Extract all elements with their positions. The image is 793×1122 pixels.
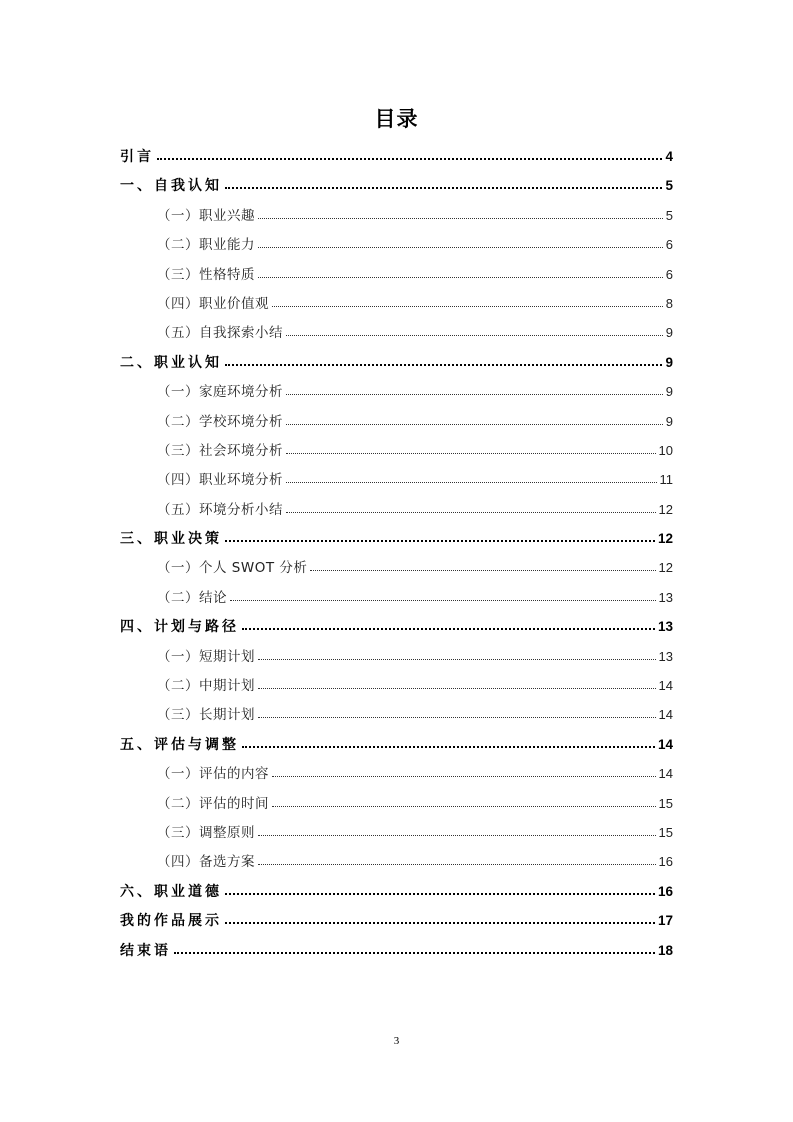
toc-entry-label: （一）短期计划 <box>157 648 255 665</box>
toc-entry-section[interactable] <box>120 759 673 788</box>
toc-entry-label: （二）评估的时间 <box>157 795 269 812</box>
toc-leader-dots <box>310 569 655 571</box>
toc-leader-dots <box>286 393 663 395</box>
toc-entry-page: 15 <box>658 795 673 811</box>
toc-entry-section[interactable] <box>120 789 673 818</box>
toc-entry-label: （四）职业环境分析 <box>157 472 283 489</box>
toc-entry-chapter[interactable] <box>120 612 673 641</box>
toc-leader-dots <box>242 745 655 748</box>
toc-entry-label: （四）备选方案 <box>157 854 255 871</box>
toc-leader-dots <box>258 863 656 865</box>
toc-leader-dots <box>174 951 655 954</box>
toc-entry-page: 5 <box>665 207 673 223</box>
toc-entry-label: （一）个人 SWOT 分析 <box>157 560 308 577</box>
toc-entry-section[interactable] <box>120 495 673 524</box>
toc-leader-dots <box>242 627 655 630</box>
toc-entry-section[interactable] <box>120 318 673 347</box>
page-title: 目录 <box>374 107 419 131</box>
toc-entry-page: 14 <box>658 678 673 694</box>
toc-entry-label: （五）自我探索小结 <box>157 325 283 342</box>
toc-entry-label: （一）家庭环境分析 <box>157 384 283 401</box>
toc-entry-page: 6 <box>665 237 673 253</box>
toc-leader-dots <box>258 658 656 660</box>
toc-entry-label: 二、职业认知 <box>120 354 222 371</box>
toc-entry-section[interactable] <box>120 818 673 847</box>
toc-leader-dots <box>258 834 656 836</box>
toc-entry-page: 9 <box>665 384 673 400</box>
toc-leader-dots <box>272 805 656 807</box>
page-number: 3 <box>393 1035 400 1047</box>
toc-entry-section[interactable] <box>120 407 673 436</box>
toc-entry-label: 五、评估与调整 <box>120 736 239 753</box>
toc-entry-page: 9 <box>665 325 673 341</box>
toc-leader-dots <box>286 452 656 454</box>
toc-leader-dots <box>286 481 657 483</box>
toc-leader-dots <box>230 599 656 601</box>
toc-entry-page: 12 <box>658 560 673 576</box>
toc-entry-page: 10 <box>658 442 673 458</box>
toc-entry-page: 16 <box>657 883 673 899</box>
toc-entry-page: 14 <box>658 707 673 723</box>
toc-entry-section[interactable] <box>120 289 673 318</box>
toc-entry-label: 结束语 <box>120 942 171 959</box>
toc-entry-label: （三）长期计划 <box>157 707 255 724</box>
toc-entry-label: （五）环境分析小结 <box>157 501 283 518</box>
toc-entry-page: 5 <box>665 178 673 194</box>
toc-entry-label: （三）调整原则 <box>157 824 255 841</box>
toc-entry-section[interactable] <box>120 260 673 289</box>
toc-entry-chapter[interactable] <box>120 524 673 553</box>
toc-entry-chapter[interactable] <box>120 142 673 171</box>
table-of-contents <box>120 142 673 965</box>
toc-entry-chapter[interactable] <box>120 348 673 377</box>
toc-leader-dots <box>272 305 663 307</box>
toc-entry-label: （二）结论 <box>157 589 227 606</box>
toc-entry-label: （二）职业能力 <box>157 237 255 254</box>
toc-leader-dots <box>286 511 656 513</box>
toc-entry-page: 6 <box>665 266 673 282</box>
toc-entry-page: 13 <box>657 619 673 635</box>
toc-entry-section[interactable] <box>120 700 673 729</box>
toc-entry-label: （一）职业兴趣 <box>157 207 255 224</box>
toc-entry-label: （三）性格特质 <box>157 266 255 283</box>
toc-entry-label: 我的作品展示 <box>120 913 222 930</box>
toc-entry-page: 9 <box>665 354 673 370</box>
toc-entry-page: 14 <box>657 736 673 752</box>
toc-entry-page: 8 <box>665 295 673 311</box>
toc-entry-chapter[interactable] <box>120 877 673 906</box>
toc-entry-section[interactable] <box>120 201 673 230</box>
toc-leader-dots <box>157 157 662 160</box>
toc-leader-dots <box>258 716 656 718</box>
toc-entry-page: 16 <box>658 854 673 870</box>
toc-leader-dots <box>286 334 663 336</box>
toc-entry-label: （四）职业价值观 <box>157 295 269 312</box>
toc-entry-page: 13 <box>658 648 673 664</box>
toc-leader-dots <box>272 775 656 777</box>
toc-leader-dots <box>286 423 663 425</box>
toc-entry-label: 引言 <box>120 149 154 165</box>
toc-entry-section[interactable] <box>120 230 673 259</box>
toc-entry-label: （三）社会环境分析 <box>157 442 283 459</box>
toc-entry-section[interactable] <box>120 847 673 876</box>
toc-entry-label: （二）学校环境分析 <box>157 413 283 430</box>
toc-entry-section[interactable] <box>120 583 673 612</box>
toc-entry-page: 9 <box>665 413 673 429</box>
toc-entry-page: 14 <box>658 766 673 782</box>
toc-leader-dots <box>225 186 662 189</box>
toc-entry-chapter[interactable] <box>120 906 673 935</box>
toc-entry-section[interactable] <box>120 642 673 671</box>
toc-entry-page: 15 <box>658 824 673 840</box>
toc-leader-dots <box>225 892 655 895</box>
toc-leader-dots <box>225 363 662 366</box>
toc-entry-section[interactable] <box>120 436 673 465</box>
toc-entry-label: （二）中期计划 <box>157 678 255 695</box>
toc-entry-label: （一）评估的内容 <box>157 766 269 783</box>
toc-entry-page: 13 <box>658 589 673 605</box>
toc-entry-section[interactable] <box>120 377 673 406</box>
toc-entry-section[interactable] <box>120 553 673 582</box>
toc-entry-page: 18 <box>657 942 673 958</box>
toc-leader-dots <box>258 246 663 248</box>
toc-leader-dots <box>258 687 656 689</box>
toc-entry-label: 一、自我认知 <box>120 178 222 195</box>
toc-leader-dots <box>258 276 663 278</box>
toc-entry-chapter[interactable] <box>120 171 673 200</box>
toc-leader-dots <box>258 217 663 219</box>
toc-entry-label: 三、职业决策 <box>120 531 222 548</box>
toc-entry-chapter[interactable] <box>120 936 673 965</box>
toc-entry-chapter[interactable] <box>120 730 673 759</box>
toc-entry-page: 12 <box>657 531 673 547</box>
toc-entry-page: 11 <box>659 472 673 488</box>
toc-entry-label: 六、职业道德 <box>120 883 222 900</box>
toc-entry-section[interactable] <box>120 465 673 494</box>
toc-entry-page: 4 <box>665 149 673 164</box>
toc-leader-dots <box>225 921 655 924</box>
toc-entry-label: 四、计划与路径 <box>120 619 239 636</box>
toc-entry-page: 12 <box>658 501 673 517</box>
toc-entry-section[interactable] <box>120 671 673 700</box>
toc-entry-page: 17 <box>657 913 673 929</box>
toc-leader-dots <box>225 539 655 542</box>
